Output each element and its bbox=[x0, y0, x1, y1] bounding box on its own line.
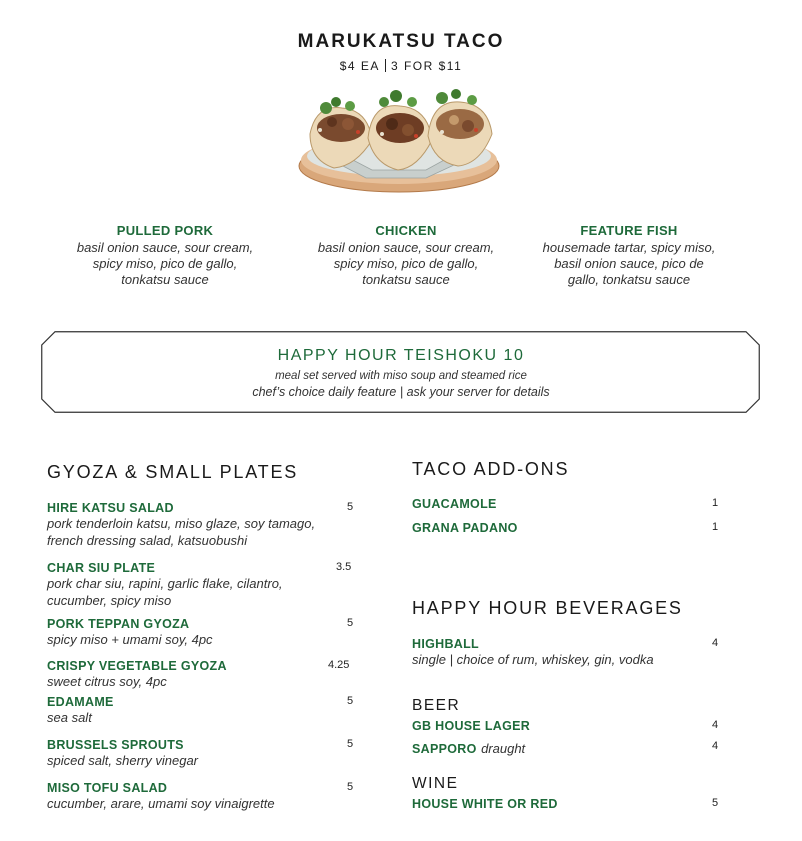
menu-item-desc bbox=[47, 752, 367, 769]
desc-line: spicy miso, pico de gallo, bbox=[92, 256, 238, 271]
beer-heading: BEER bbox=[412, 697, 461, 714]
menu-item-price: 5 bbox=[712, 797, 719, 809]
menu-item-hire-katsu-salad bbox=[47, 501, 367, 549]
taco-variety-desc bbox=[519, 240, 739, 288]
menu-item-desc bbox=[47, 795, 367, 812]
taco-variety-name: FEATURE FISH bbox=[580, 223, 678, 238]
menu-item-name: HIGHBALL bbox=[412, 637, 479, 651]
desc-line: spicy miso, pico de gallo, bbox=[333, 256, 479, 271]
menu-item-price: 5 bbox=[347, 738, 354, 750]
menu-item-price: 5 bbox=[347, 501, 354, 513]
menu-item-house-wine bbox=[412, 797, 732, 811]
menu-item-price: 3.5 bbox=[336, 561, 352, 573]
taco-title: MARUKATSU TACO bbox=[297, 31, 505, 52]
teishoku-title-text: HAPPY HOUR TEISHOKU bbox=[277, 347, 498, 364]
menu-item-desc bbox=[47, 631, 367, 648]
menu-item-name: CHAR SIU PLATE bbox=[47, 561, 156, 575]
desc-line: tonkatsu sauce bbox=[121, 272, 209, 287]
price-divider bbox=[385, 59, 386, 72]
menu-item-crispy-vegetable-gyoza bbox=[47, 659, 367, 690]
desc-line: french dressing salad, katsuobushi bbox=[47, 533, 248, 548]
desc-line: sea salt bbox=[47, 710, 92, 725]
menu-item-desc bbox=[47, 575, 367, 609]
menu-item-desc bbox=[47, 709, 367, 726]
desc-line: tonkatsu sauce bbox=[362, 272, 450, 287]
desc-line: housemade tartar, spicy miso, bbox=[542, 240, 716, 255]
wine-heading: WINE bbox=[412, 775, 459, 792]
taco-variety-desc bbox=[55, 240, 275, 288]
desc-line: basil onion sauce, sour cream, bbox=[317, 240, 495, 255]
menu-item-sapporo bbox=[412, 740, 732, 758]
menu-item-name: CRISPY VEGETABLE GYOZA bbox=[47, 659, 227, 673]
taco-price-single: $4 EA bbox=[339, 59, 380, 73]
gyoza-heading: GYOZA & SMALL PLATES bbox=[47, 462, 299, 482]
taco-price-line bbox=[0, 59, 802, 73]
desc-line: basil onion sauce, pico de bbox=[554, 256, 704, 271]
teishoku-line-2: chef’s choice daily feature | ask your server for details bbox=[252, 385, 550, 399]
taco-variety-pulled-pork bbox=[55, 223, 275, 288]
desc-line: basil onion sauce, sour cream, bbox=[76, 240, 254, 255]
taco-variety-feature-fish bbox=[519, 223, 739, 288]
menu-item-price: 1 bbox=[712, 521, 719, 533]
menu-item-edamame bbox=[47, 695, 367, 726]
menu-item-desc bbox=[47, 673, 367, 690]
menu-item-pork-teppan-gyoza bbox=[47, 617, 367, 648]
taco-plate-illustration bbox=[296, 86, 502, 194]
menu-item-brussels-sprouts bbox=[47, 738, 367, 769]
menu-item-grana-padano bbox=[412, 521, 732, 535]
menu-item-name: HIRE KATSU SALAD bbox=[47, 501, 174, 515]
menu-item-highball bbox=[412, 637, 732, 668]
menu-item-name: GUACAMOLE bbox=[412, 497, 497, 511]
desc-line: pork char siu, rapini, garlic flake, cilantro, bbox=[47, 576, 283, 591]
desc-line: gallo, tonkatsu sauce bbox=[567, 272, 691, 287]
menu-item-price: 4 bbox=[712, 719, 719, 731]
menu-item-price: 5 bbox=[347, 617, 354, 629]
menu-item-price: 5 bbox=[347, 695, 354, 707]
menu-item-name: GB HOUSE LAGER bbox=[412, 719, 531, 733]
menu-item-name: MISO TOFU SALAD bbox=[47, 781, 168, 795]
menu-item-name: SAPPORO bbox=[412, 742, 477, 756]
menu-item-miso-tofu-salad bbox=[47, 781, 367, 812]
menu-item-name: BRUSSELS SPROUTS bbox=[47, 738, 184, 752]
menu-item-name: EDAMAME bbox=[47, 695, 114, 709]
taco-variety-desc bbox=[296, 240, 516, 288]
desc-line: sweet citrus soy, 4pc bbox=[47, 674, 167, 689]
menu-item-name: HOUSE WHITE OR RED bbox=[412, 797, 558, 811]
addons-heading: TACO ADD-ONS bbox=[412, 459, 570, 479]
menu-item-price: 4 bbox=[712, 637, 719, 649]
taco-variety-chicken bbox=[296, 223, 516, 288]
taco-price-bundle: 3 FOR $11 bbox=[390, 59, 463, 73]
taco-variety-name: PULLED PORK bbox=[116, 223, 214, 238]
menu-item-gb-house-lager bbox=[412, 719, 732, 733]
taco-variety-name: CHICKEN bbox=[375, 223, 437, 238]
menu-item-name-line bbox=[412, 740, 732, 758]
teishoku-title bbox=[0, 347, 802, 365]
menu-item-price: 5 bbox=[347, 781, 354, 793]
teishoku-price: 10 bbox=[503, 347, 525, 364]
menu-item-guacamole bbox=[412, 497, 732, 511]
teishoku-line-1: meal set served with miso soup and steamed rice bbox=[275, 370, 527, 382]
menu-item-name: GRANA PADANO bbox=[412, 521, 518, 535]
desc-line: spicy miso + umami soy, 4pc bbox=[47, 632, 213, 647]
menu-item-suffix: draught bbox=[481, 741, 526, 756]
beverages-heading: HAPPY HOUR BEVERAGES bbox=[412, 598, 683, 618]
desc-line: cucumber, arare, umami soy vinaigrette bbox=[47, 796, 275, 811]
menu-item-price: 4 bbox=[712, 740, 719, 752]
menu-item-price: 1 bbox=[712, 497, 719, 509]
menu-item-desc bbox=[47, 515, 367, 549]
desc-line: pork tenderloin katsu, miso glaze, soy tamago, bbox=[47, 516, 316, 531]
desc-line: cucumber, spicy miso bbox=[47, 593, 172, 608]
menu-item-char-siu-plate bbox=[47, 561, 367, 609]
desc-line: spiced salt, sherry vinegar bbox=[47, 753, 199, 768]
menu-item-price: 4.25 bbox=[328, 659, 350, 671]
menu-item-desc: single | choice of rum, whiskey, gin, vodka bbox=[412, 652, 654, 667]
menu-item-name: PORK TEPPAN GYOZA bbox=[47, 617, 190, 631]
